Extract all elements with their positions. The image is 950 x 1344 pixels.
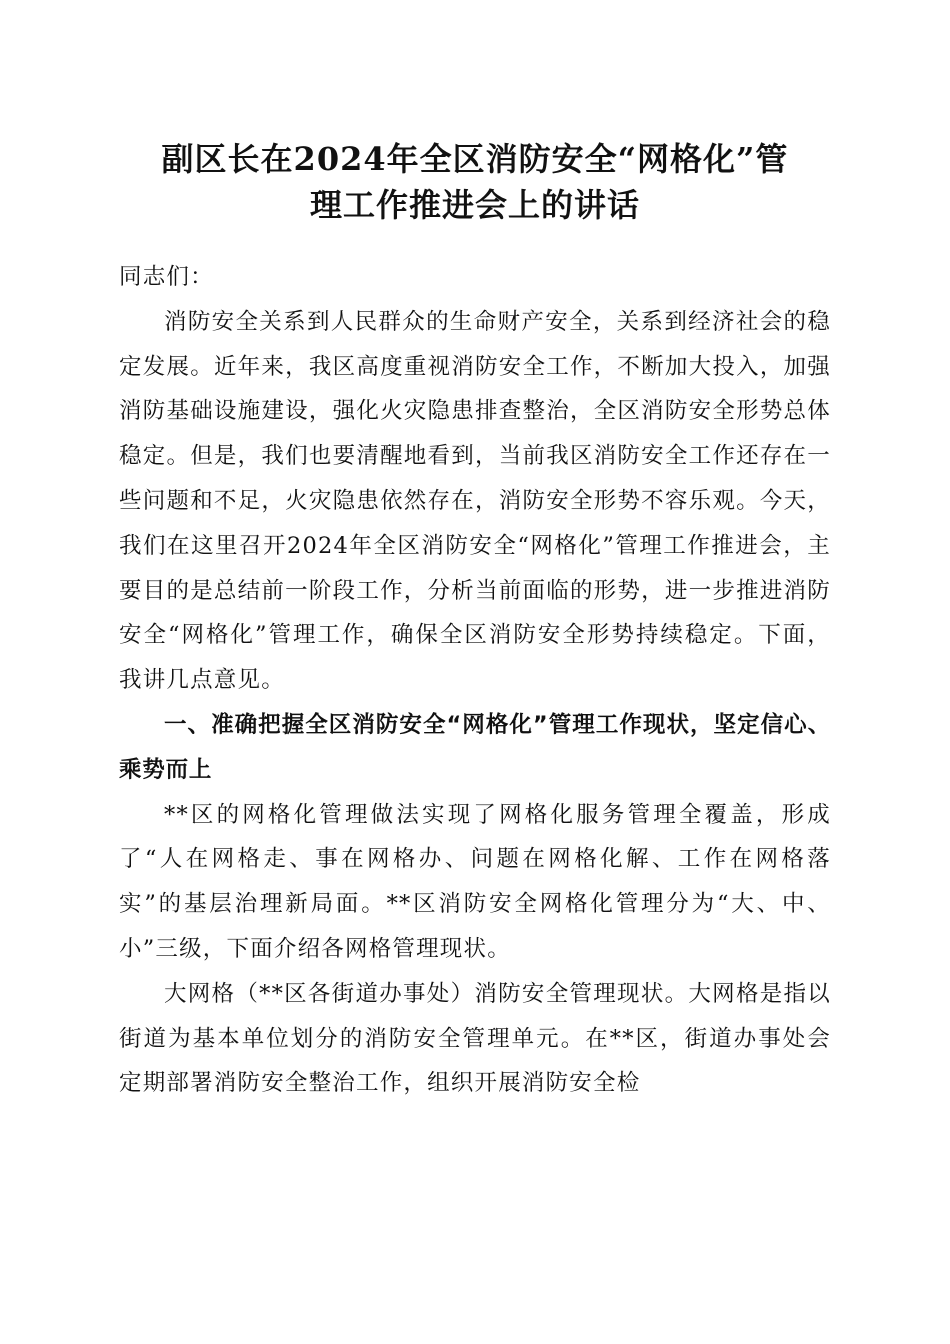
paragraph-large-grid: 大网格（**区各街道办事处）消防安全管理现状。大网格是指以街道为基本单位划分的消防安全管理单元。在**区，街道办事处会定期部署消防安全整治工作，组织开展消防安全检 bbox=[119, 980, 831, 1097]
document-body bbox=[119, 255, 831, 1106]
title-line-1: 副区长在2024年全区消防安全“网格化”管 bbox=[161, 140, 789, 178]
greeting: 同志们： bbox=[119, 264, 214, 290]
section-heading-1: 一、准确把握全区消防安全“网格化”管理工作现状，坚定信心、乘势而上 bbox=[119, 711, 831, 783]
paragraph-grid-overview: **区的网格化管理做法实现了网格化服务管理全覆盖，形成了“人在网格走、事在网格办、问题在网格化解、工作在网格落实”的基层治理新局面。**区消防安全网格化管理分为“大、中、小”三级，下面介绍各网格管理现状。 bbox=[119, 801, 831, 962]
document-title bbox=[110, 136, 840, 228]
title-line-2: 理工作推进会上的讲话 bbox=[309, 186, 640, 224]
paragraph-intro: 消防安全关系到人民群众的生命财产安全，关系到经济社会的稳定发展。近年来，我区高度重视消防安全工作，不断加大投入，加强消防基础设施建设，强化火灾隐患排查整治，全区消防安全形势总体稳定。但是，我们也要清醒地看到，当前我区消防安全工作还存在一些问题和不足，火灾隐患依然存在，消防安全形势不容乐观。今天，我们在这里召开2024年全区消防安全“网格化”管理工作推进会，主要目的是总结前一阶段工作，分析当前面临的形势，进一步推进消防安全“网格化”管理工作，确保全区消防安全形势持续稳定。下面，我讲几点意见。 bbox=[119, 308, 831, 694]
